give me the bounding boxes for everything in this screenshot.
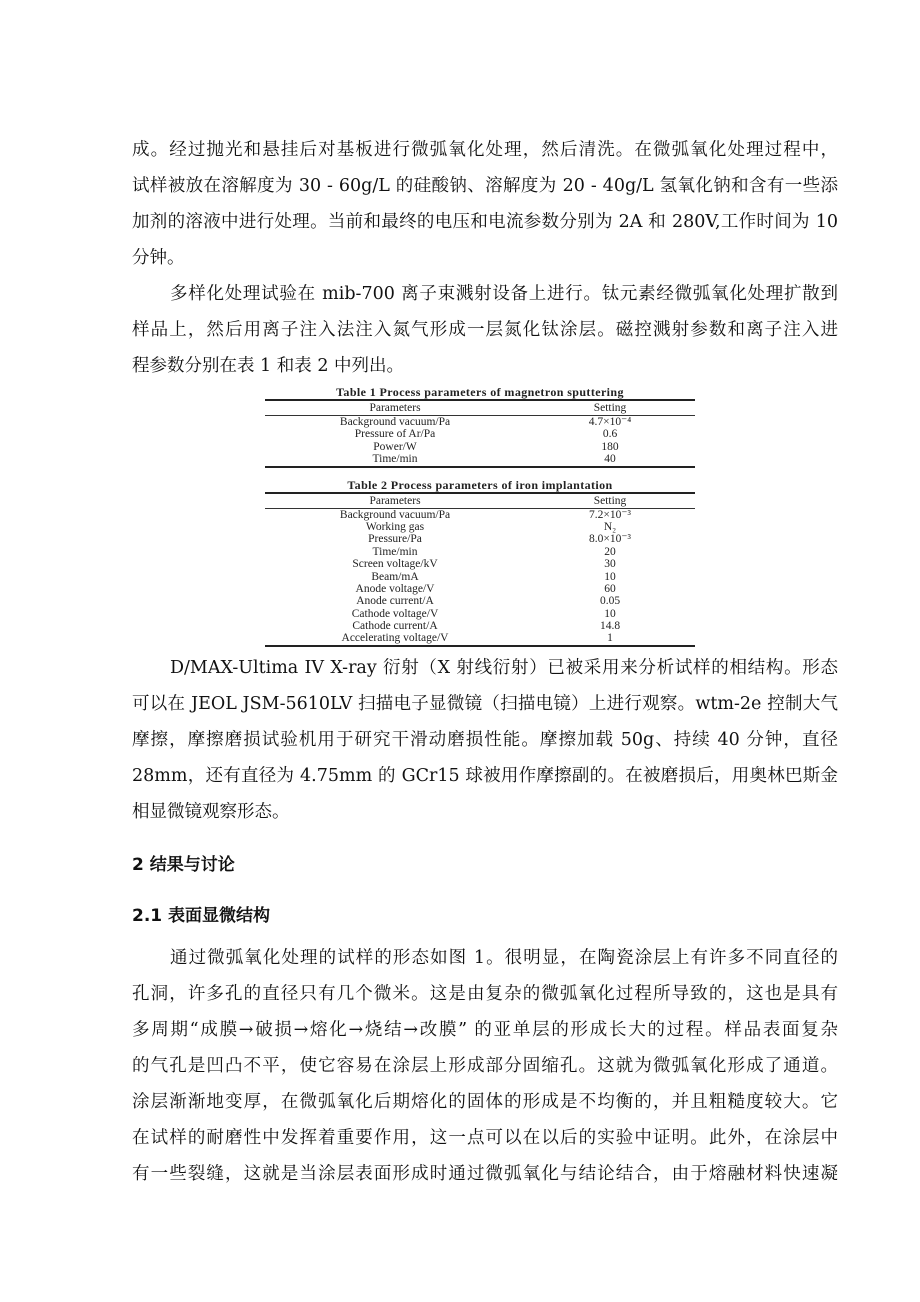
table-cell: Working gas [365,520,425,533]
table-cell: 0.6 [602,428,618,441]
table-header-cell: Parameters [369,402,421,414]
table-cell: 1 [607,632,613,645]
text-line: 样品上，然后用离子注入法注入氮气形成一层氮化钛涂层。磁控溅射参数和离子注入进 [132,320,838,340]
table-cell: Beam/mA [371,570,419,583]
text-line: D/MAX-Ultima IV X-ray 衍射（X 射线衍射）已被采用来分析试样的相结构。形态 [170,658,838,678]
paragraph-ion-beam [132,276,838,384]
table-row [265,428,695,440]
text-line: 加剂的溶液中进行处理。当前和最终的电压和电流参数分别为 2A 和 280V,工作时间为 10 [132,212,838,232]
table-row [265,620,695,632]
table-1 [265,385,695,468]
table-cell: Time/min [372,453,418,466]
text-line: 分钟。 [132,248,185,268]
table-cell: Power/W [373,440,417,453]
table-row [265,416,695,428]
table-2-title: Table 2 Process parameters of iron implantation [347,477,613,492]
table-cell: Anode current/A [356,595,434,608]
table-header-cell: Setting [593,494,627,507]
table-cell: Pressure/Pa [368,533,422,546]
table-row [265,509,695,521]
table-cell: Background vacuum/Pa [339,508,451,521]
table-cell: 180 [601,440,619,453]
table-2 [265,478,695,647]
text-line: 相显微镜观察形态。 [132,802,290,822]
table-header-cell: Setting [593,402,627,414]
parameter-tables [265,385,695,647]
table-row [265,608,695,620]
table-cell: 7.2×10⁻³ [589,508,631,521]
text-line: 孔洞，许多孔的直径只有几个微米。这是由复杂的微弧氧化过程所导致的，这也是具有 [132,984,838,1004]
text-line: 程参数分别在表 1 和表 2 中列出。 [132,356,405,376]
table-row [265,533,695,545]
table-row [265,441,695,453]
table-cell: N₂ [603,520,617,533]
table-cell: Screen voltage/kV [352,558,438,571]
table-cell: Cathode voltage/V [351,607,439,620]
table-cell: 20 [604,545,616,558]
table-cell: 0.05 [599,595,621,608]
table-cell: Cathode current/A [352,620,438,633]
table-2-header [265,494,695,508]
text-line: 多样化处理试验在 mib-700 离子束溅射设备上进行。钛元素经微弧氧化处理扩散到 [170,284,838,304]
table-cell: 30 [604,558,616,571]
text-line: 在试样的耐磨性中发挥着重要作用，这一点可以在以后的实验中证明。此外，在涂层中 [132,1128,838,1148]
text-line: 摩擦，摩擦磨损试验机用于研究干滑动磨损性能。摩擦加载 50g、持续 40 分钟，直径 [132,730,838,750]
text-line: 的气孔是凹凸不平，使它容易在涂层上形成部分固缩孔。这就为微弧氧化形成了通道。 [132,1056,838,1076]
paragraph-characterization [132,650,838,830]
table-row [265,558,695,570]
table-header-cell: Parameters [369,494,421,507]
text-line: 多周期“成膜→破损→熔化→烧结→改膜” 的亚单层的形成长大的过程。样品表面复杂 [132,1020,838,1040]
text-line: 成。经过抛光和悬挂后对基板进行微弧氧化处理，然后清洗。在微弧氧化处理过程中， [132,140,838,160]
table-row [265,453,695,465]
table-cell: Anode voltage/V [355,582,435,595]
table-cell: 8.0×10⁻³ [589,533,631,546]
table-cell: Accelerating voltage/V [341,632,449,645]
table-1-title: Table 1 Process parameters of magnetron sputtering [336,385,624,399]
table-row [265,632,695,644]
table-cell: 4.7×10⁻⁴ [588,416,632,428]
text-line: 涂层渐渐地变厚，在微弧氧化后期熔化的固体的形成是不均衡的，并且粗糙度较大。它 [132,1092,838,1112]
table-cell: Pressure of Ar/Pa [354,428,436,441]
table-row [265,583,695,595]
table-row [265,546,695,558]
subsection-heading: 2.1 表面显微结构 [132,906,271,926]
table-row [265,571,695,583]
table-cell: Time/min [372,545,418,558]
table-cell: 40 [604,453,616,466]
table-1-header [265,401,695,415]
section-heading: 2 结果与讨论 [132,855,235,875]
table-cell: Background vacuum/Pa [339,416,451,428]
table-cell: 60 [604,582,616,595]
text-line: 通过微弧氧化处理的试样的形态如图 1。很明显，在陶瓷涂层上有许多不同直径的 [170,948,838,968]
table-row [265,521,695,533]
paragraph-mao-process [132,132,838,276]
table-cell: 10 [604,570,616,583]
text-line: 28mm，还有直径为 4.75mm 的 GCr15 球被用作摩擦副的。在被磨损后，用奥林巴斯金 [132,766,838,786]
paragraph-surface-microstructure [132,940,838,1192]
table-cell: 14.8 [599,620,621,633]
text-line: 试样被放在溶解度为 30 - 60g/L 的硅酸钠、溶解度为 20 - 40g/L 氢氧化钠和含有一些添 [132,176,838,196]
text-line: 可以在 JEOL JSM-5610LV 扫描电子显微镜（扫描电镜）上进行观察。wtm-2e 控制大气 [132,694,838,714]
table-cell: 10 [604,607,616,620]
text-line: 有一些裂缝，这就是当涂层表面形成时通过微弧氧化与结论结合，由于熔融材料快速凝 [132,1164,838,1184]
table-row [265,595,695,607]
